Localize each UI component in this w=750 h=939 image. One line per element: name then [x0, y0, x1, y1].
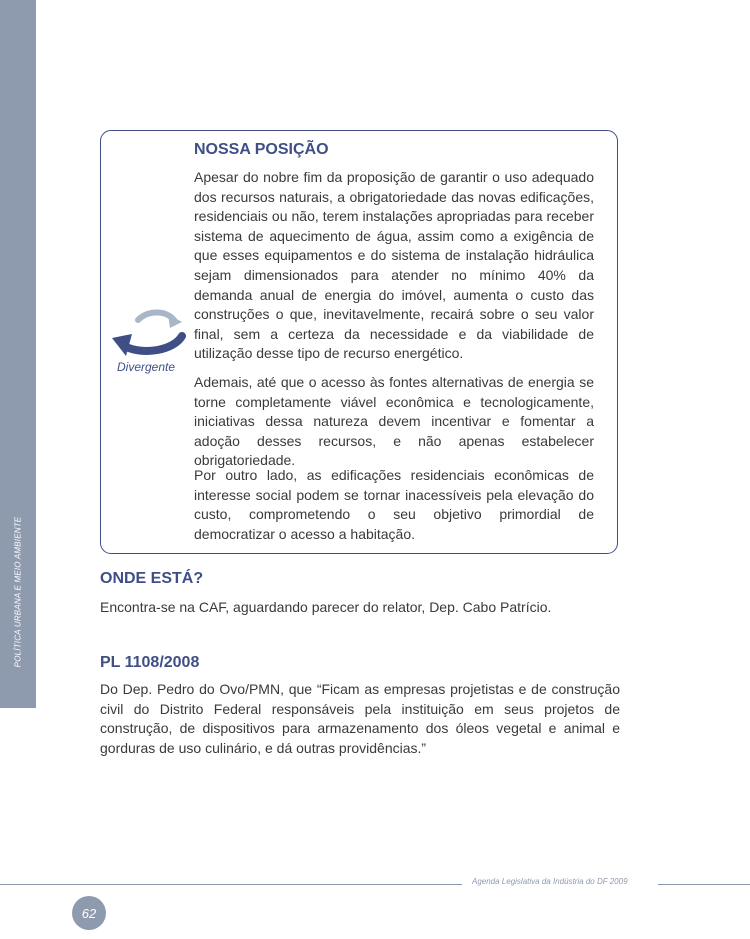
- position-paragraph-1: Apesar do nobre fim da proposição de garantir o uso adequado dos recursos naturais, a obrigatoriedade das novas edificações, residenciais ou não, terem instalações apropriadas para receber sistema de aquecimento de água, assim como a exigência de que esses equipamentos e do sistema de instalação hidráulica sejam dimensionados para atender no mínimo 40% da demanda anual de energia do imóvel, aumenta o custo das construções o que, inevitavelmente, recairá sobre o seu valor final, sem a certeza da necessidade e da viabilidade de utilização desse tipo de recurso energético.: [194, 169, 594, 362]
- position-paragraph-3: Por outro lado, as edificações residenciais econômicas de interesse social podem se tornar inacessíveis pela elevação do custo, comprometendo o seu objetivo primordial de democratizar o acesso a habitação.: [194, 467, 594, 542]
- position-paragraph-2: Ademais, até que o acesso às fontes alternativas de energia se torne completamente viável econômica e tecnologicamente, iniciativas dessa natureza devem incentivar e fomentar a adoção desses recursos, e não apenas estabelecer obrigatoriedade.: [194, 374, 594, 469]
- page-number: 62: [81, 905, 97, 921]
- side-band-label: POLÍTICA URBANA E MEIO AMBIENTE: [13, 516, 23, 668]
- divergent-arrows-icon: [110, 306, 186, 360]
- page-number-badge: [72, 896, 106, 930]
- position-title: NOSSA POSIÇÃO: [194, 141, 329, 158]
- bill-text: Do Dep. Pedro do Ovo/PMN, que “Ficam as empresas projetistas e de construção civil do Distrito Federal responsáveis pela instituição em seus projetos de construção, de dispositivos para armazenamento dos óleos vegetal e animal e gorduras de uso culinário, e dá outras providências.”: [100, 681, 620, 756]
- divergent-label: Divergente: [116, 360, 176, 374]
- side-band: [0, 0, 36, 708]
- footer-publication-title: Agenda Legislativa da Indústria do DF 2009: [472, 877, 628, 886]
- where-is-title: ONDE ESTÁ?: [100, 570, 204, 587]
- footer-rule-right: [658, 884, 750, 885]
- bill-title: PL 1108/2008: [100, 654, 200, 671]
- footer-rule-left: [0, 884, 462, 885]
- where-is-text: Encontra-se na CAF, aguardando parecer do relator, Dep. Cabo Patrício.: [100, 599, 552, 615]
